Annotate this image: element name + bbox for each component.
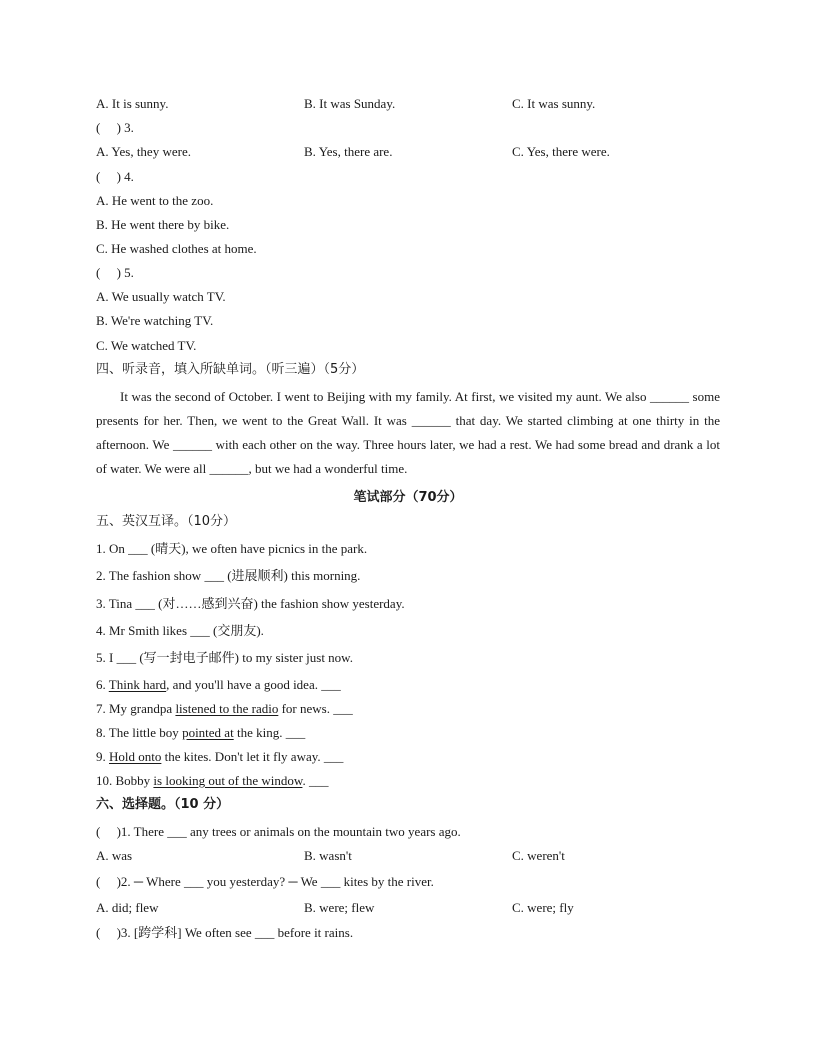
translation-item-8: 8. The little boy pointed at the king. ___ <box>96 725 306 740</box>
translation-item-9: 9. Hold onto the kites. Don't let it fly away. ___ <box>96 749 344 764</box>
translation-item-7: 7. My grandpa listened to the radio for news. ___ <box>96 701 353 716</box>
underlined-phrase: pointed at <box>182 725 234 740</box>
underlined-phrase: is looking out of the window <box>153 773 303 788</box>
option-c: C. It was sunny. <box>512 96 596 111</box>
option-c: C. Yes, there were. <box>512 144 610 159</box>
question-4: ( ) 4. <box>96 169 134 184</box>
q4-option-c: C. He washed clothes at home. <box>96 241 257 256</box>
underlined-phrase: listened to the radio <box>175 701 279 716</box>
option-a: A. Yes, they were. <box>96 144 191 159</box>
option-b: B. were; flew <box>304 900 375 915</box>
option-c: C. were; fly <box>512 900 574 915</box>
question-3: ( ) 3. <box>96 120 134 135</box>
underlined-phrase: Hold onto <box>109 749 162 764</box>
option-a: A. was <box>96 848 133 863</box>
choice-question-2: ( )2. ─ Where ___ you yesterday? ─ We ___ kites by the river. <box>96 874 434 889</box>
option-a: A. It is sunny. <box>96 96 169 111</box>
q4-option-a: A. He went to the zoo. <box>96 193 214 208</box>
translation-item-1: 1. On ___ (晴天), we often have picnics in the park. <box>96 541 368 556</box>
option-b: B. Yes, there are. <box>304 144 393 159</box>
translation-item-5: 5. I ___ (写一封电子邮件) to my sister just now. <box>96 650 353 665</box>
section-5-title: 五、英汉互译。（10分） <box>96 514 237 529</box>
underlined-phrase: Think hard <box>108 677 167 692</box>
written-part-title: 笔试部分（70分） <box>353 490 463 505</box>
translation-item-10: 10. Bobby is looking out of the window. ___ <box>96 773 329 788</box>
choice-question-1: ( )1. There ___ any trees or animals on the mountain two years ago. <box>96 824 461 839</box>
q5-option-b: B. We're watching TV. <box>96 313 214 328</box>
option-b: B. wasn't <box>304 848 352 863</box>
translation-item-3: 3. Tina ___ (对……感到兴奋) the fashion show yesterday. <box>96 596 405 611</box>
option-b: B. It was Sunday. <box>304 96 396 111</box>
section-6-title: 六、选择题。（10 分） <box>96 797 230 812</box>
section-4-title: 四、听录音，填入所缺单词。（听三遍）（5分） <box>96 362 365 377</box>
translation-item-2: 2. The fashion show ___ (进展顺利) this morning. <box>96 568 361 583</box>
q4-option-b: B. He went there by bike. <box>96 217 230 232</box>
option-a: A. did; flew <box>96 900 159 915</box>
q5-option-a: A. We usually watch TV. <box>96 289 226 304</box>
translation-item-4: 4. Mr Smith likes ___ (交朋友). <box>96 623 264 638</box>
choice-question-3: ( )3. [跨学科] We often see ___ before it rains. <box>96 925 354 940</box>
translation-item-6: 6. Think hard, and you'll have a good idea. ___ <box>96 677 341 692</box>
option-c: C. weren't <box>512 848 565 863</box>
q5-option-c: C. We watched TV. <box>96 338 197 353</box>
listening-passage: It was the second of October. I went to Beijing with my family. At first, we visited my aunt. We also ______ some presents for her. Then, we went to the Great Wall. It was ______ that day. We started climbing at one thirty in the afternoon. We ______ with each other on the way. Three hours later, we had a rest. We had some bread and drank a lot of water. We were all ______, but we had a wonderful time. <box>96 389 720 476</box>
question-5: ( ) 5. <box>96 265 134 280</box>
